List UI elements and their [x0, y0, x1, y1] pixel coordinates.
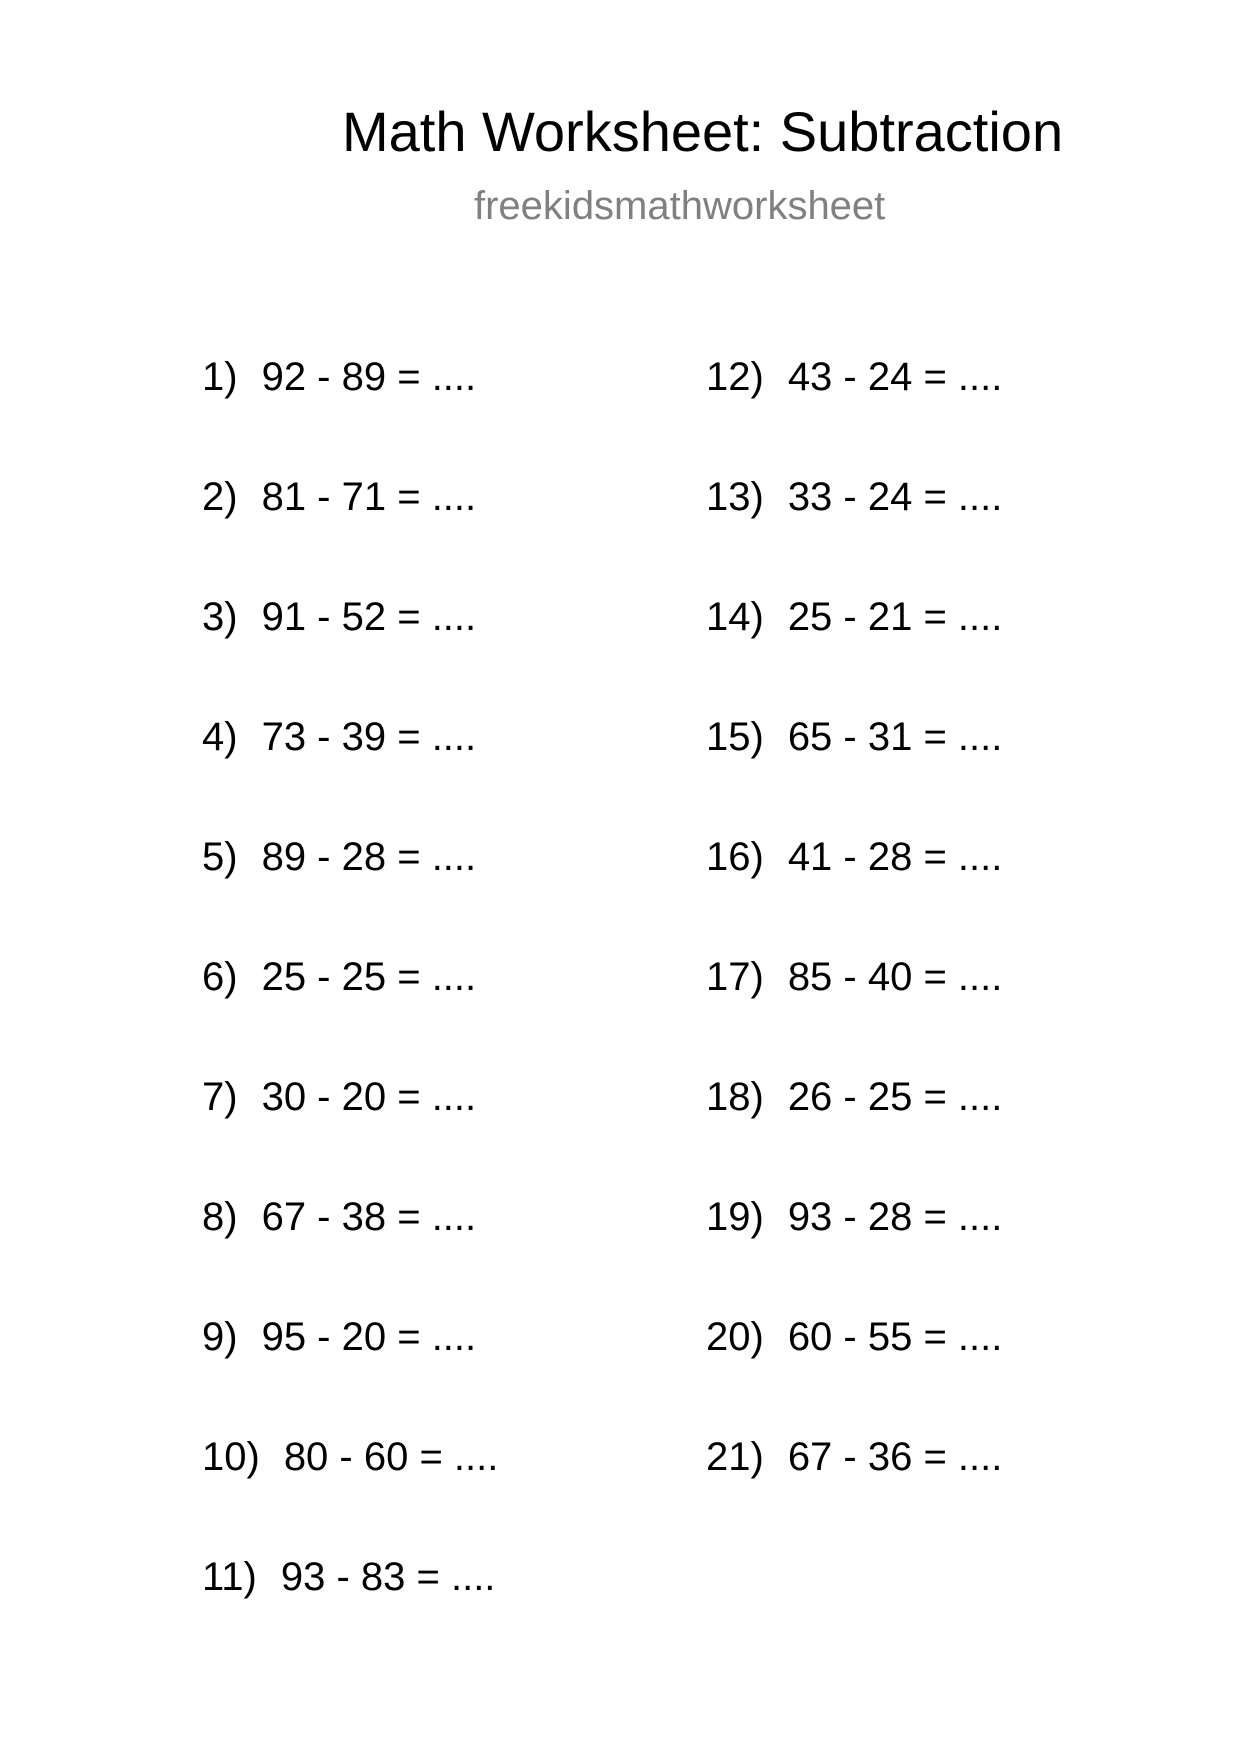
problem-expression: 65 - 31 = ....: [787, 715, 1003, 759]
problem-number: 11): [202, 1555, 257, 1599]
problem-number: 16): [706, 835, 764, 879]
problem-expression: 91 - 52 = ....: [261, 595, 477, 639]
problem-number: 3): [202, 595, 238, 639]
problem-expression: 41 - 28 = ....: [787, 835, 1003, 879]
problem-expression: 95 - 20 = ....: [261, 1315, 477, 1359]
problem-4: [202, 712, 498, 832]
problem-number: 18): [706, 1075, 764, 1119]
problem-14: [706, 592, 1002, 712]
problem-number: 8): [202, 1195, 238, 1239]
problem-21: [706, 1432, 1002, 1552]
worksheet-title: Math Worksheet: Subtraction: [342, 100, 1064, 163]
problem-11: [202, 1552, 498, 1672]
problem-expression: 92 - 89 = ....: [261, 355, 477, 399]
problem-12: [706, 352, 1002, 472]
worksheet-subtitle: freekidsmathworksheet: [474, 184, 886, 228]
problem-10: [202, 1432, 498, 1552]
problem-18: [706, 1072, 1002, 1192]
problem-20: [706, 1312, 1002, 1432]
problem-expression: 80 - 60 = ....: [283, 1435, 499, 1479]
problem-expression: 25 - 21 = ....: [787, 595, 1003, 639]
problem-number: 19): [706, 1195, 764, 1239]
problem-1: [202, 352, 498, 472]
problem-number: 20): [706, 1315, 764, 1359]
problem-number: 1): [202, 355, 238, 399]
problem-expression: 67 - 36 = ....: [787, 1435, 1003, 1479]
problem-expression: 67 - 38 = ....: [261, 1195, 477, 1239]
problem-3: [202, 592, 498, 712]
problem-16: [706, 832, 1002, 952]
problem-list-right: [706, 352, 1002, 1552]
problem-expression: 89 - 28 = ....: [261, 835, 477, 879]
problem-8: [202, 1192, 498, 1312]
problem-expression: 26 - 25 = ....: [787, 1075, 1003, 1119]
problem-number: 7): [202, 1075, 238, 1119]
problem-expression: 43 - 24 = ....: [787, 355, 1003, 399]
problem-15: [706, 712, 1002, 832]
problem-5: [202, 832, 498, 952]
problem-expression: 85 - 40 = ....: [787, 955, 1003, 999]
problem-9: [202, 1312, 498, 1432]
problem-expression: 93 - 28 = ....: [787, 1195, 1003, 1239]
problem-expression: 81 - 71 = ....: [261, 475, 477, 519]
problem-number: 12): [706, 355, 764, 399]
problem-number: 14): [706, 595, 764, 639]
problem-number: 21): [706, 1435, 764, 1479]
problem-number: 2): [202, 475, 238, 519]
problem-number: 15): [706, 715, 764, 759]
problem-13: [706, 472, 1002, 592]
problem-17: [706, 952, 1002, 1072]
problem-number: 10): [202, 1435, 260, 1479]
problem-7: [202, 1072, 498, 1192]
problem-list-left: [202, 352, 498, 1672]
problem-expression: 33 - 24 = ....: [787, 475, 1003, 519]
problem-number: 5): [202, 835, 238, 879]
problem-expression: 93 - 83 = ....: [280, 1555, 496, 1599]
problem-number: 6): [202, 955, 238, 999]
problem-number: 13): [706, 475, 764, 519]
problem-number: 9): [202, 1315, 238, 1359]
problem-expression: 73 - 39 = ....: [261, 715, 477, 759]
problem-number: 4): [202, 715, 238, 759]
problem-number: 17): [706, 955, 764, 999]
problem-expression: 60 - 55 = ....: [787, 1315, 1003, 1359]
problem-19: [706, 1192, 1002, 1312]
problem-expression: 30 - 20 = ....: [261, 1075, 477, 1119]
problem-6: [202, 952, 498, 1072]
problem-2: [202, 472, 498, 592]
problem-expression: 25 - 25 = ....: [261, 955, 477, 999]
